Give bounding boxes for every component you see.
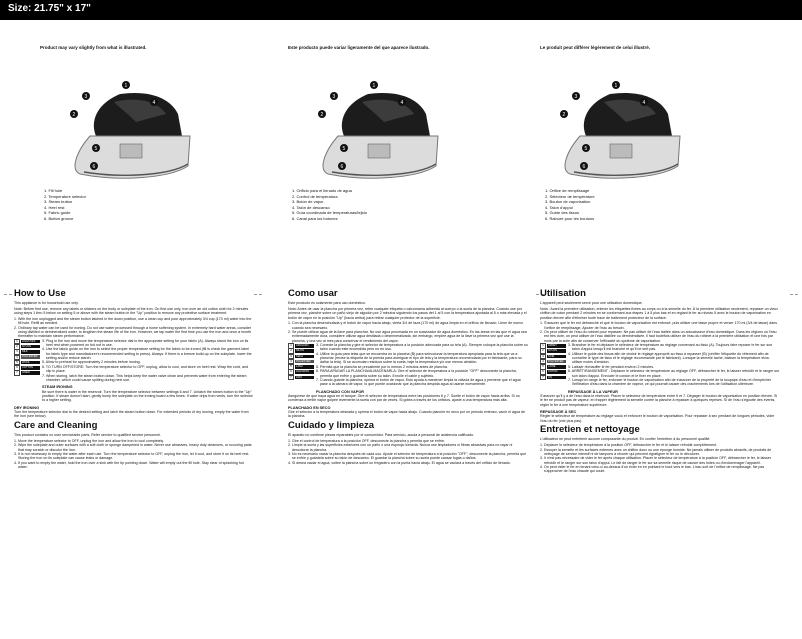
subheading: REPASSAGE À SEC (540, 409, 577, 414)
part-item: 6. Button groove (44, 215, 74, 221)
step-item: 2. Se puede utilizar agua de la llave para planchar. No use agua procesada en un suavizador de agua doméstico. En las áreas en las que el agua sea extremadamente dura, considere utilizar agua destilada o desmineralizada, sin embargo, emplee agua de la llave la primera vez que use la plancha, y una vez al mes para conservar el rendimiento del vapor. (288, 330, 527, 343)
svg-text:1: 1 (614, 83, 618, 89)
step-item: 3. Conecte la plancha y gire el selector de temperatura a la posición adecuada para su tela (A). Siempre coloque la plancha sobre su talón cuando este encendida pero no en uso. (316, 343, 528, 352)
callout-6 (338, 162, 346, 170)
callout-1 (122, 81, 130, 89)
callout-3 (572, 92, 580, 100)
part-item: 1. Fill hole (44, 188, 63, 193)
callout-2 (70, 110, 78, 118)
step-item: 6. PARA APAGAR LA PLANCHA/ALMACENARLA: Gire el selector de temperatura a la posición "OFF" desconecte la plancha, permita que enfríe y guárdela sobre su talón. Enrolle el cable y sujételo. (316, 369, 517, 378)
svg-text:6: 6 (92, 164, 96, 170)
care-item: 2. Wipe the soleplate and outer surfaces with a soft cloth or sponge dampened in water. Never use abrasives, heavy duty cleansers, or scouring pads that may scratch or discolor the iron. (14, 443, 252, 452)
part-item: 2. Control de temperatura (292, 193, 338, 199)
step-item: 5. Allow to preheat for approximately 2 minutes before ironing. (42, 360, 141, 365)
svg-text:6: 6 (582, 164, 586, 170)
callout-5 (582, 144, 590, 152)
iron-illustration-es (298, 74, 446, 188)
part-item: 3. Botón de vapor (292, 199, 324, 205)
size-label: Size: 21.75" x 17" (8, 3, 91, 14)
part-item: 5. Guide des tissus (545, 210, 580, 216)
subheading: PLANCHADO EN SECO (288, 405, 331, 410)
callout-4 (150, 98, 158, 106)
steam-text: S'assurer qu'il y a de l'eau dans le réservoir. Placer le sélecteur de température entre 6 et 7. Dégager le bouton de vaporisation en position élevée. Si le fer ne produit pas de vapeur, en frapper légèrement la semelle contre la planche à repasser à quelques reprises. Si de l'eau s'égoutte des évents, régler le fer à une température supérieure. (540, 393, 778, 407)
section-title: Utilisation (540, 288, 586, 299)
svg-text:2: 2 (562, 112, 566, 118)
svg-text:3: 3 (574, 94, 578, 100)
part-item: 5. Fabric guide (44, 210, 71, 216)
care-item: 4. If you want to empty the water, hold the iron over a sink with the tip pointing down. Water will empty out the fill hole. Stay clear of splashing hot water. (14, 460, 244, 469)
column-es (288, 288, 528, 465)
temperature-dial-figure: 1 ARRÊT 2 NYLON 3 SOIE 4 POLYESTER 5 LAINE 6 COTON 7 LIN (540, 343, 566, 380)
dry-text: Régler le sélecteur de température au réglage voulu et enfoncer le bouton de vaporisation. Pour repasser à sec pendant de longues périodes, vider l'eau du fer (voir plus pas). (540, 414, 775, 423)
section-title: Cuidado y limpieza (288, 420, 375, 432)
column-en (14, 288, 254, 469)
svg-text:6: 6 (340, 164, 344, 170)
svg-text:4: 4 (400, 100, 404, 106)
part-item: 2. Sélecteur de température (545, 193, 595, 199)
care-item: 3. It is not necessary to empty the water after each use. Turn the temperature selector to OFF, unplug the iron, let it cool, and store it on its heel rest. Storing the iron on its soleplate can cause leaks or damage. (14, 451, 250, 461)
step-item: 2. On peut utiliser de l'eau du robinet pour repasser. Ne pas utiliser de l'eau traitée dans un adoucisseur d'eau domestique. Dans les régions où l'eau est très dure, on peut utiliser de l'eau distillée ou déminéralisée. Il faut toutefois utiliser de l'eau du robinet à la première utilisation et une fois par mois par la suite afin de conserver l'efficacité du système de vaporisation. (540, 330, 777, 343)
illustration-note-en: Product may vary slightly from what is illustrated. (40, 45, 147, 50)
svg-text:3: 3 (84, 94, 88, 100)
section-title: How to Use (14, 288, 66, 299)
parts-list-es (292, 188, 367, 222)
callout-3 (82, 92, 90, 100)
step-item: 6. ARRÊT/RANGEMENT : Déplacer le sélecteur de température au réglage OFF, débrancher le fer, le laisser refroidir et le ranger sur son talon d'appui. Enrouler le cordon et le fixer en place. (568, 369, 780, 378)
header-bar (0, 0, 802, 20)
part-item: 6. Rainure pour les boutons (545, 215, 595, 221)
fold-mark (4, 294, 12, 296)
step-item: 1. S'assurer que le fer est débranché et que le bouton de vaporisation est enfoncé, puis utiliser une tasse propre et verser 170 ml (3/4 de tasse) dans l'orifice de remplissage. Ajouter de l'eau au besoin. (540, 321, 778, 330)
intro-text: Este producto es solamente para uso doméstico. (288, 301, 366, 305)
parts-list-fr (545, 188, 595, 222)
svg-text:3: 3 (332, 94, 336, 100)
column-fr (540, 288, 780, 474)
callout-4 (640, 98, 648, 106)
svg-text:1: 1 (372, 83, 376, 89)
dial-block (14, 339, 254, 403)
temperature-dial-figure: 1 LIGHT/OFF 2 NYLON 3 SILK 4 POLYESTER 5 WOOL 6 COTTON 7 LINEN (14, 339, 40, 376)
svg-text:2: 2 (72, 112, 76, 118)
step-item: 1. Con la plancha desenchufada y el botón de vapor hacia abajo, vierta 3/4 de taza (170 ml) de agua limpia en el orificio de llenado. Llene de nuevo cuando sea necesario. (288, 321, 523, 330)
care-item: 2. Essuyer la semelle et les surfaces externes avec un chiffon doux ou une éponge humide. Ne jamais utiliser de produits abrasifs, de produits de nettoyage de service intensif ni de tampons à récurer qui peuvent égratigner le fer ou le décolorer. (540, 447, 772, 456)
svg-text:4: 4 (152, 100, 156, 106)
part-item: 2. Temperature selector (44, 193, 86, 199)
callout-3 (330, 92, 338, 100)
illustration-note-es: Este producto puede variar ligeramente del que aparece ilustrado. (288, 45, 430, 50)
note-text: Note: Before first use, remove any labels or stickers on the body or soleplate of the iron. On first use only, iron over an old cotton cloth for 2 minutes using steps 1 thru 5 below on setting 5 or above with the steam button in the "Up" position to remove any protective surface treatment. (14, 306, 249, 316)
svg-text:5: 5 (342, 146, 346, 152)
care-intro: L'utilisateur ne peut entretenir aucune composante du produit. En confier l'entretien à du personnel qualifié. (540, 437, 711, 442)
callout-2 (318, 110, 326, 118)
dry-text: Turn the temperature selector dial to the desired setting and latch the steam button down. For extended periods of dry ironing, empty the water from the iron (see below). (14, 409, 249, 419)
step-item: 3. Brancher le fer et déplacer le sélecteur de température au réglage convenant au tissu (A). Toujours faire reposer le fer sur son talon d'appui lorsqu'il est branché et qu'il ne sert pas. (568, 343, 773, 352)
parts-list-en (44, 188, 86, 222)
intro-text: L'appareil peut seulement servir pour une utilisation domestique. (540, 301, 643, 305)
part-item: 4. Heel rest (44, 204, 65, 210)
subheading: DRY IRONING (14, 405, 40, 410)
subheading: PLANCHADO CON VAPOR (316, 389, 365, 394)
dial-block (288, 343, 528, 394)
fold-mark (790, 294, 798, 296)
step-item: 6. TO TURN OFF/STORE: Turn the temperature selector to OFF, unplug, allow to cool, and store on heel rest. Wrap the cord, and clip in place. (42, 364, 249, 374)
part-item: 6. Canal para los botones (292, 215, 338, 221)
part-item: 1. Orifice de remplissage (545, 188, 590, 193)
step-item: 5. Permita que la plancha se precaliente por lo menos 2 minutos antes de plancha. (316, 364, 448, 369)
part-item: 3. Bouton de vaporisation (545, 199, 591, 205)
care-intro: This product contains no user serviceable parts. Refer service to qualified service personnel. (14, 433, 162, 438)
part-item: 4. Talon d'appui (545, 204, 573, 210)
care-item: 4. Si desea vaciar el agua, voltee la plancha sobre un fregadero con la punta hacia abajo. El agua se vaciará a través del orificio de llenado. (288, 460, 511, 465)
step-item: 3. Plug in the iron and move the temperature selector dial to the appropriate setting for your fabric (A). Always stand the iron on its heel rest when powered on but not in use. (42, 338, 249, 348)
care-item: 3. Il n'est pas nécessaire de vider le fer après chaque utilisation. Placer le sélecteur de température à la position OFF, débrancher le fer, le laisser refroidir et le ranger sur son talon d'appui. Le fait de ranger le fer sur sa semelle risque de causer des fuites ou d'endommager l'appareil. (540, 456, 772, 465)
part-item: 1. Orificio para el llenado de agua (292, 188, 352, 193)
callout-4 (398, 98, 406, 106)
care-item: 1. Gire el control de temperatura a la posición OFF, desconecte la plancha y permita que se enfríe. (288, 438, 446, 443)
section-title: Care and Cleaning (14, 420, 98, 432)
care-item: 4. On peut vider le fer en tenant celui-ci au-dessus d'un évier en en pointant le bout vers le bas. L'eau sort de l'orifice de remplissage. Ne pas s'approcher de l'eau chaude qui coule. (540, 465, 765, 474)
care-item: 1. Move the temperature selector to OFF, unplug the iron and allow the iron to cool completely. (14, 438, 164, 443)
step-item: 1. With the iron unplugged and the steam button latched in the down position, use a clean cup and pour approximately 3/4 cup (170 ml) water into the fill hole. Refill as needed. (14, 317, 252, 326)
intro-text: This appliance is for household use only. (14, 301, 79, 305)
callout-6 (580, 162, 588, 170)
callout-6 (90, 162, 98, 170)
svg-text:2: 2 (320, 112, 324, 118)
care-item: 1. Déplacer le sélecteur de température à la position OFF, débrancher le fer et le laisser refroidir complètement. (540, 443, 718, 448)
care-intro: El aparato no contiene piezas reparables por el consumidor. Para servicio, acuda a personal de asistencia calificado. (288, 433, 474, 438)
steam-text: Asegúrese de que haya agua en el tanque. Gire el selector de temperatura entre las posiciones 6 y 7. Suelte el botón de vapor hacia arriba. Si no comienza a emitir vapor golpee levemente la suela con par de veces. Si gotea a través de los orificios, ajuste a una temperatura más alta. (288, 393, 520, 403)
dry-text: Gire el selector a la temperatura deseada y oprima el botón de vapor hacia abajo. Cuando planche en seco por un periodo extenso, vacíe el agua de la plancha. (288, 409, 525, 419)
section-title: Como usar (288, 288, 338, 299)
step-item: 7. When storing, latch the steam button down. This helps keep the water valve clean and prevents water from entering the steam chamber, which could cause spitting during next use. (42, 373, 247, 382)
steam-text: Be sure there is water in the reservoir. Turn the temperature selector between settings 6 and 7. Unlatch the steam button to the "Up" position. If steam doesn't start, gently bump the soleplate on the ironing board a few times. If water drips from vents, turn the selector to a higher setting. (42, 389, 253, 403)
callout-2 (560, 110, 568, 118)
part-item: 4. Talón de descanso (292, 204, 330, 210)
callout-5 (340, 144, 348, 152)
step-item: 5. Laisser réchauffer le fer pendant environ 2 minutes. (568, 364, 655, 369)
temperature-dial-figure: 1 APAGADO 2 NILÓN 3 SEDA 4 POLIÉSTER 5 LANA 6 ALGODÓN 7 LINO (288, 343, 314, 380)
iron-illustration-en (50, 74, 198, 188)
care-item: 3. No es necesario vaciar la plancha después de cada uso. Ajuste el selector de temperatura a la posición "OFF", desconecte la plancha, permita que se enfríe y guárdela sobre su talón de descanso. El guardar la plancha sobre su suela puede causar fugas o daños. (288, 451, 527, 461)
svg-text:5: 5 (584, 146, 588, 152)
svg-text:5: 5 (94, 146, 98, 152)
part-item: 3. Steam button (44, 199, 73, 205)
step-item: 7. Cuando guarde la plancha, oprima el botón de vapor. Esto ayuda a mantener limpia la válvula de agua y previene que el agua pase a la cámara de vapor, lo que puede ocasionar que la plancha despida agua al usarse nuevamente. (316, 377, 521, 387)
note-text: Nota : Avant la première utilisation, enlever les étiquettes fixées au corps ou à la semelle du fer. À la première utilisation seulement, repasser un vieux chiffon de coton pendant 2 minutes en se conformant aux étapes 1 à 5 plus bas et en réglant le fer au niveau 5 avec le bouton de vaporisation en position élevée afin d'éliminer toute trace de traitement protecteur de la surface. (540, 306, 779, 320)
callout-1 (612, 81, 620, 89)
fold-mark (254, 294, 262, 296)
callout-1 (370, 81, 378, 89)
subheading: STEAM IRONING (42, 385, 73, 390)
illustration-note-fr: Le produit peut différer légèrement de celui illustré. (540, 45, 651, 50)
care-item: 2. Limpie la suela y las superficies exteriores con un paño o una esponja húmeda. Nunca use limpiadores ni fibras abrasivas para no rayar ni descolorar la plancha. (288, 443, 513, 452)
step-item: 2. Ordinary tap water can be used for ironing. Do not use water processed through a home softening system. In extremely hard water areas, consider using distilled or demineralized water, to lengthen the steam life of the iron. However, we tap water the first time you use the iron and once a month thereafter to maintain steam performance. (14, 325, 252, 339)
dial-block (540, 343, 780, 394)
callout-5 (92, 144, 100, 152)
section-title: Entretien et nettoyage (540, 424, 640, 436)
step-item: 4. Use the fabric guide on the iron to select the proper temperature setting for the fabric to be ironed (fill is check the garment label for fabric type and manufacturer's recommended setting to press). Always: If there is a breeze build-up on the soleplate, lower the setting and/or reduce starch. (42, 347, 252, 361)
subheading: REPASSAGE À LA VAPEUR (568, 389, 618, 394)
part-item: 5. Guía coordinada de temperaturas/tejido (292, 210, 367, 216)
step-item: 7. Lorsqu'on range le fer, enfoncer le bouton de vaporisation afin de s'assurer de la propreté de la soupape d'eau et d'empêcher l'infiltration d'eau dans la chambre de vapeur, ce qui pourrait causer des crachements lors de l'utilisation ultérieure. (568, 377, 772, 387)
step-item: 4. Utilice la guía para telas que se encuentra en la plancha (B) para seleccionar la temperatura apropiada para la tela que va a planchar (revise la etiqueta de la prenda para averiguar el tipo de tela y la temperatura recomendada por el fabricante, para no dañar la tela). Si se acumulan residuos sobre la suela, baje la temperatura y/o use menos almidón. (316, 351, 522, 365)
svg-text:1: 1 (124, 83, 128, 89)
step-item: 4. Utiliser le guide des tissus afin de choisir le réglage approprié au tissu à repasser (B) (vérifier l'étiquette du vêtement afin de connaître le type de tissu et le réglage recommandé par le fabricant). Lorsque la semelle tache, baisser la température et/ou utiliser moins d'amidon. (568, 351, 770, 365)
iron-illustration-fr (540, 74, 688, 188)
note-text: Nota: Antes de usar la plancha por primera vez, retire cualquier etiqueta o calcomanía adherida al cuerpo o la suela de la plancha. Cuando use por primera vez, planche sobre un paño viejo de algodón por 2 minutos siguiendo los pasos del 1 al 5 con la temperatura ajustada al 5 o más elevada y el botón de vapor en la posición "Up" (hacia arriba) para retirar cualquier protector de la superficie. (288, 306, 527, 320)
svg-text:4: 4 (642, 100, 646, 106)
